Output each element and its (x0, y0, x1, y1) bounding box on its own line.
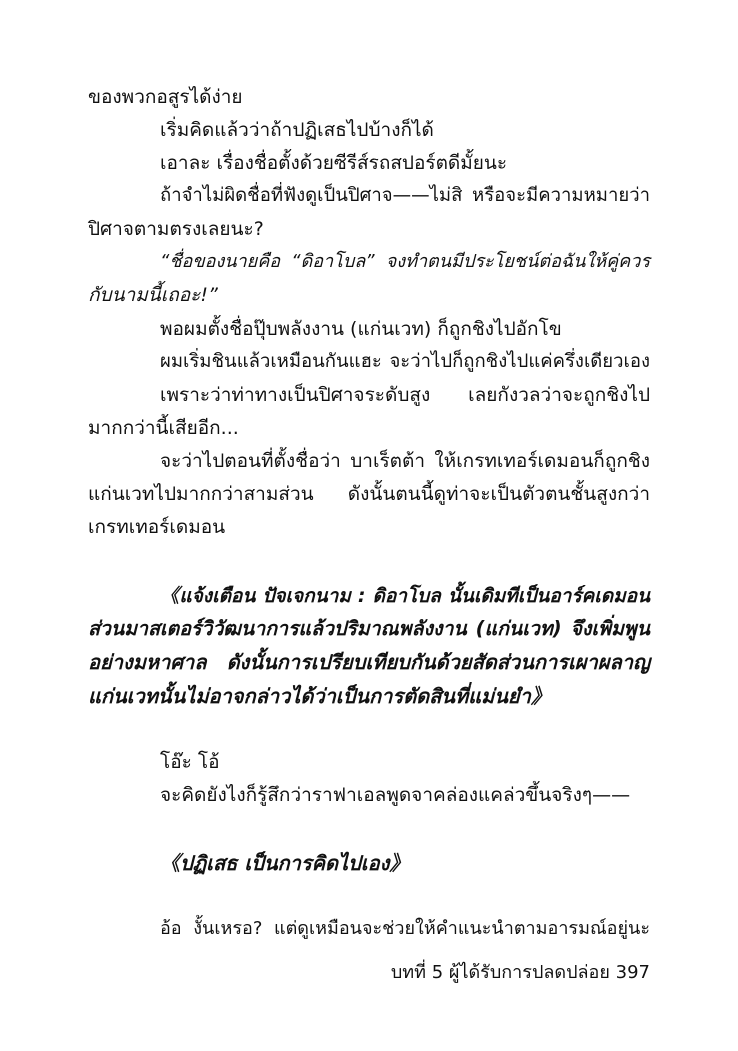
quote-line: “ชื่อของนายคือ “ดิอาโบล” จงทำตนมีประโยชน์ต่อฉันให้คู่ควร (160, 251, 650, 272)
text-line: จะคิดยังไงก็รู้สึกว่าราฟาเอลพูดจาคล่องแคล่วขึ้นจริงๆ—— (160, 784, 631, 806)
text-line: ปิศาจตามตรงเลยนะ? (88, 218, 264, 240)
quote-line: กับนามนี้เถอะ!” (88, 284, 218, 306)
notice-line: 《แจ้งเตือน ปัจเจกนาม : ดิอาโบล นั้นเดิมทีเป็นอาร์คเดมอน (160, 585, 650, 607)
text-line: เอาละ เรื่องชื่อตั้งด้วยซีรีส์รถสปอร์ตดีมั้ยนะ (160, 152, 508, 174)
text-line: โอ๊ะ โอ้ (160, 751, 220, 773)
text-line: พอผมตั้งชื่อปุ๊บพลังงาน (แก่นเวท) ก็ถูกชิงไปอักโข (160, 318, 562, 340)
text-line: เกรทเทอร์เดมอน (88, 516, 226, 538)
notice-line: อย่างมหาศาล ดังนั้นการเปรียบเทียบกันด้วยสัดส่วนการเผาผลาญ (88, 650, 650, 674)
notice-line: ส่วนมาสเตอร์วิวัฒนาการแล้วปริมาณพลังงาน (แก่นเวท) จึงเพิ่มพูน (88, 617, 650, 640)
text-line: อ้อ งั้นเหรอ? แต่ดูเหมือนจะช่วยให้คำแนะนำตามอารมณ์อยู่นะ (160, 918, 650, 939)
page-footer: บทที่ 5 ผู้ได้รับการปลดปล่อย 397 (390, 962, 650, 983)
text-line: แก่นเวทไปมากกว่าสามส่วน ดังนั้นตนนี้ดูท่าจะเป็นตัวตนชั้นสูงกว่า (88, 483, 650, 505)
text-line: มากกว่านี้เสียอีก... (88, 417, 239, 439)
text-line: เพราะว่าท่าทางเป็นปิศาจระดับสูง เลยกังวลว่าจะถูกชิงไป (160, 384, 650, 406)
text-line: ของพวกอสูรได้ง่าย (88, 86, 243, 108)
notice-line: แก่นเวทนั้นไม่อาจกล่าวได้ว่าเป็นการตัดสินที่แม่นยำ》 (88, 684, 551, 708)
text-line: เริ่มคิดแล้วว่าถ้าปฏิเสธไปบ้างก็ได้ (160, 119, 434, 141)
notice-line: 《ปฏิเสธ เป็นการคิดไปเอง》 (160, 851, 410, 875)
text-line: จะว่าไปตอนที่ตั้งชื่อว่า บาเร็ตต้า ให้เกรทเทอร์เดมอนก็ถูกชิง (160, 450, 650, 472)
text-line: ถ้าจำไม่ผิดชื่อที่ฟังดูเป็นปิศาจ——ไม่สิ หรือจะมีความหมายว่า (160, 185, 650, 206)
text-line: ผมเริ่มชินแล้วเหมือนกันแฮะ จะว่าไปก็ถูกชิงไปแค่ครึ่งเดียวเอง (160, 351, 650, 372)
